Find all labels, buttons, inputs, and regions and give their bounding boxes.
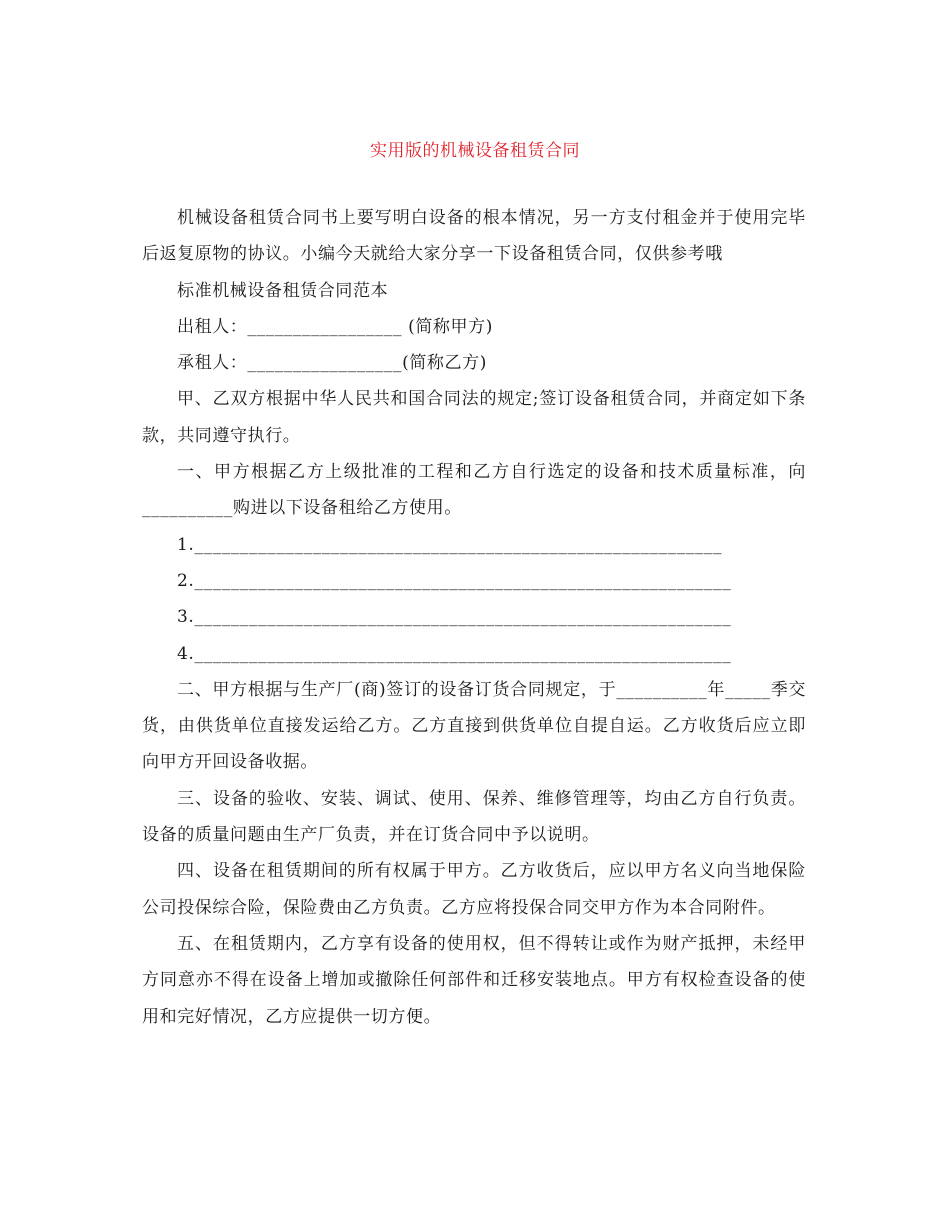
clause-2: 二、甲方根据与生产厂(商)签订的设备订货合同规定，于__________年_____季交货，由供货单位直接发运给乙方。乙方直接到供货单位自提自运。乙方收货后应立即向甲方开回设备收据。 — [142, 679, 806, 773]
lessee-line: 承租人：_________________(简称乙方) — [177, 353, 487, 374]
contract-subtitle: 标准机械设备租赁合同范本 — [177, 280, 389, 301]
preamble-paragraph: 甲、乙双方根据中华人民共和国合同法的规定;签订设备租赁合同，并商定如下条款，共同遵守执行。 — [142, 389, 806, 446]
equipment-item-4: 4.___________________________________________________________ — [177, 643, 732, 664]
equipment-item-1: 1.__________________________________________________________ — [177, 534, 723, 555]
document-body — [142, 200, 806, 1035]
clause-1: 一、甲方根据乙方上级批准的工程和乙方自行选定的设备和技术质量标准，向__________购进以下设备租给乙方使用。 — [142, 462, 806, 519]
equipment-item-3: 3.___________________________________________________________ — [177, 607, 732, 628]
document-title: 实用版的机械设备租赁合同 — [370, 141, 580, 161]
clause-4: 四、设备在租赁期间的所有权属于甲方。乙方收货后，应以甲方名义向当地保险公司投保综合险，保险费由乙方负责。乙方应将投保合同交甲方作为本合同附件。 — [142, 861, 806, 918]
equipment-item-2: 2.___________________________________________________________ — [177, 570, 732, 591]
clause-5: 五、在租赁期内，乙方享有设备的使用权，但不得转让或作为财产抵押，未经甲方同意亦不得在设备上增加或撤除任何部件和迁移安装地点。甲方有权检查设备的使用和完好情况，乙方应提供一切方便。 — [142, 933, 806, 1027]
intro-paragraph: 机械设备租赁合同书上要写明白设备的根本情况，另一方支付租金并于使用完毕后返复原物的协议。小编今天就给大家分享一下设备租赁合同，仅供参考哦 — [142, 208, 806, 265]
lessor-line: 出租人：_________________ (简称甲方) — [177, 316, 493, 337]
clause-3: 三、设备的验收、安装、调试、使用、保养、维修管理等，均由乙方自行负责。设备的质量问题由生产厂负责，并在订货合同中予以说明。 — [142, 788, 806, 846]
